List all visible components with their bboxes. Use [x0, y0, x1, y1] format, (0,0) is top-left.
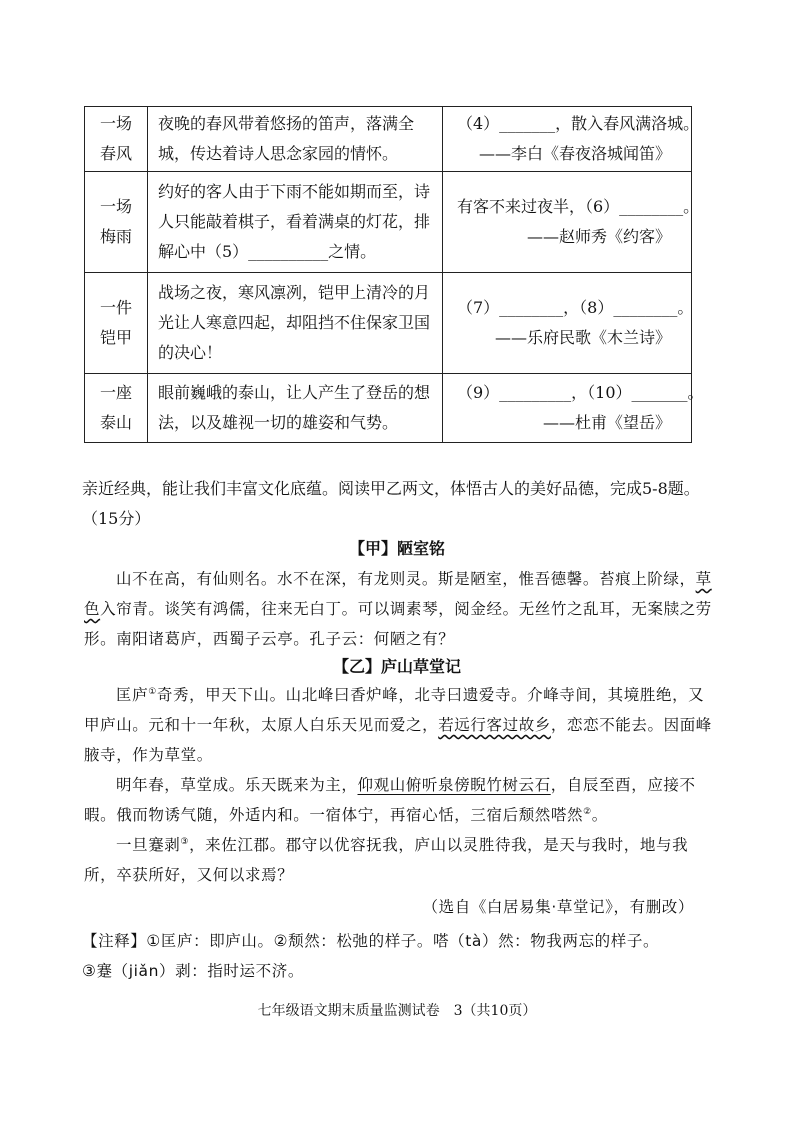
text-span: 奇秀，甲天下山。山北峰曰香炉峰，北寺曰遗爱寺。介峰寺间，其境胜绝，又甲庐山。元和十一年秋，太原人白乐天见而爱之，: [84, 686, 705, 734]
text-span: ，恋恋不能去。因面峰腋寺，作为草堂。: [84, 716, 712, 764]
passage-yi-para-2: [84, 770, 714, 830]
topic-line: 梅雨: [99, 227, 132, 246]
underlined-phrase: 草色: [84, 570, 712, 618]
text-span: 山不在高，有仙则名。水不在深，有龙则灵。斯是陋室，惟吾德馨。苔痕上阶绿，: [116, 570, 696, 588]
passage-yi-para-3: [84, 830, 714, 890]
text-span: 一旦蹇剥: [116, 836, 181, 854]
reading-intro: 亲近经典，能让我们丰富文化底蕴。阅读甲乙两文，体悟古人的美好品德，完成5-8题。（15分）: [82, 479, 700, 528]
verse-cell: [443, 273, 692, 374]
verse-line: （7）________，（8）________。: [457, 298, 694, 317]
topic-line: 春风: [99, 144, 132, 163]
topic-cell: [85, 107, 148, 172]
note-marker: ①: [148, 686, 157, 697]
verse-source: ——乐府民歌《木兰诗》: [494, 328, 671, 347]
description-cell: 眼前巍峨的泰山，让人产生了登岳的想法，以及雄视一切的雄姿和气势。: [148, 374, 443, 443]
underlined-phrase: 仰观山俯听泉傍睨竹树云石: [357, 776, 551, 794]
description-cell: 战场之夜，寒风凛冽，铠甲上清冷的月光让人寒意四起，却阻挡不住保家卫国的决心！: [148, 273, 443, 374]
topic-line: 一场: [99, 114, 132, 133]
verse-line: （9）_________，（10）_______。: [457, 383, 704, 402]
poem-fill-table: [84, 106, 704, 443]
table-row: [85, 374, 692, 443]
note-marker: ③: [180, 836, 190, 847]
verse-source: ——李白《春夜洛城闻笛》: [478, 144, 671, 163]
topic-line: 一件: [99, 298, 132, 317]
page-footer: 七年级语文期末质量监测试卷 3（共10页）: [257, 1003, 537, 1019]
text-span: ，来佐江郡。郡守以优容抚我，庐山以灵胜待我，是天与我时，地与我所，卒获所好，又何以求焉？: [84, 836, 689, 884]
underlined-phrase: 若远行客过故乡: [438, 716, 551, 734]
notes-line-1: 【注释】①匡庐：即庐山。②颓然：松弛的样子。嗒（tà）然：物我两忘的样子。: [82, 932, 660, 950]
topic-line: 一场: [99, 197, 132, 216]
text-span: 。: [591, 806, 608, 824]
notes-line-2: ③蹇（jiǎn）剥：指时运不济。: [82, 962, 304, 980]
topic-cell: [85, 172, 148, 273]
topic-line: 一座: [99, 383, 132, 402]
topic-cell: [85, 374, 148, 443]
passage-yi-para-1: [84, 680, 714, 770]
verse-cell: [443, 172, 700, 273]
description-cell: 约好的客人由于下雨不能如期而至，诗人只能敲着棋子，看着满桌的灯花，排解心中（5）__________之情。: [148, 172, 443, 273]
passage-jia-title: 【甲】陋室铭: [348, 539, 445, 558]
description-cell: 夜晚的春风带着悠扬的笛声，落满全城，传达着诗人思念家园的情怀。: [148, 107, 443, 172]
passage-jia-text: [84, 564, 714, 654]
topic-line: 铠甲: [99, 328, 132, 347]
text-span: 入帘青。谈笑有鸿儒，往来无白丁。可以调素琴，阅金经。无丝竹之乱耳，无案牍之劳形。南阳诸葛庐，西蜀子云亭。孔子云：何陋之有？: [84, 600, 712, 648]
topic-cell: [85, 273, 148, 374]
table-row: [85, 172, 692, 273]
verse-source: ——赵师秀《约客》: [526, 227, 671, 246]
text-span: 匡庐: [116, 686, 149, 704]
verse-cell: [443, 107, 700, 172]
verse-source: ——杜甫《望岳》: [542, 413, 671, 432]
passage-yi-title: 【乙】庐山草堂记: [332, 657, 461, 676]
table-row: [85, 273, 692, 374]
table-row: [85, 107, 692, 172]
passage-yi-source: （选自《白居易集·草堂记》，有删改）: [422, 898, 694, 916]
verse-line: （4）_______，散入春风满洛城。: [457, 114, 700, 133]
verse-cell: [443, 374, 704, 443]
note-marker: ②: [583, 806, 592, 817]
text-span: ，自辰至酉，应接不暇。俄而物诱气随，外适内和。一宿体宁，再宿心恬，三宿后颓然嗒然: [84, 776, 696, 824]
topic-line: 泰山: [99, 413, 132, 432]
text-span: 明年春，草堂成。乐天既来为主，: [116, 776, 358, 794]
verse-line: 有客不来过夜半，（6）________。: [457, 197, 700, 216]
